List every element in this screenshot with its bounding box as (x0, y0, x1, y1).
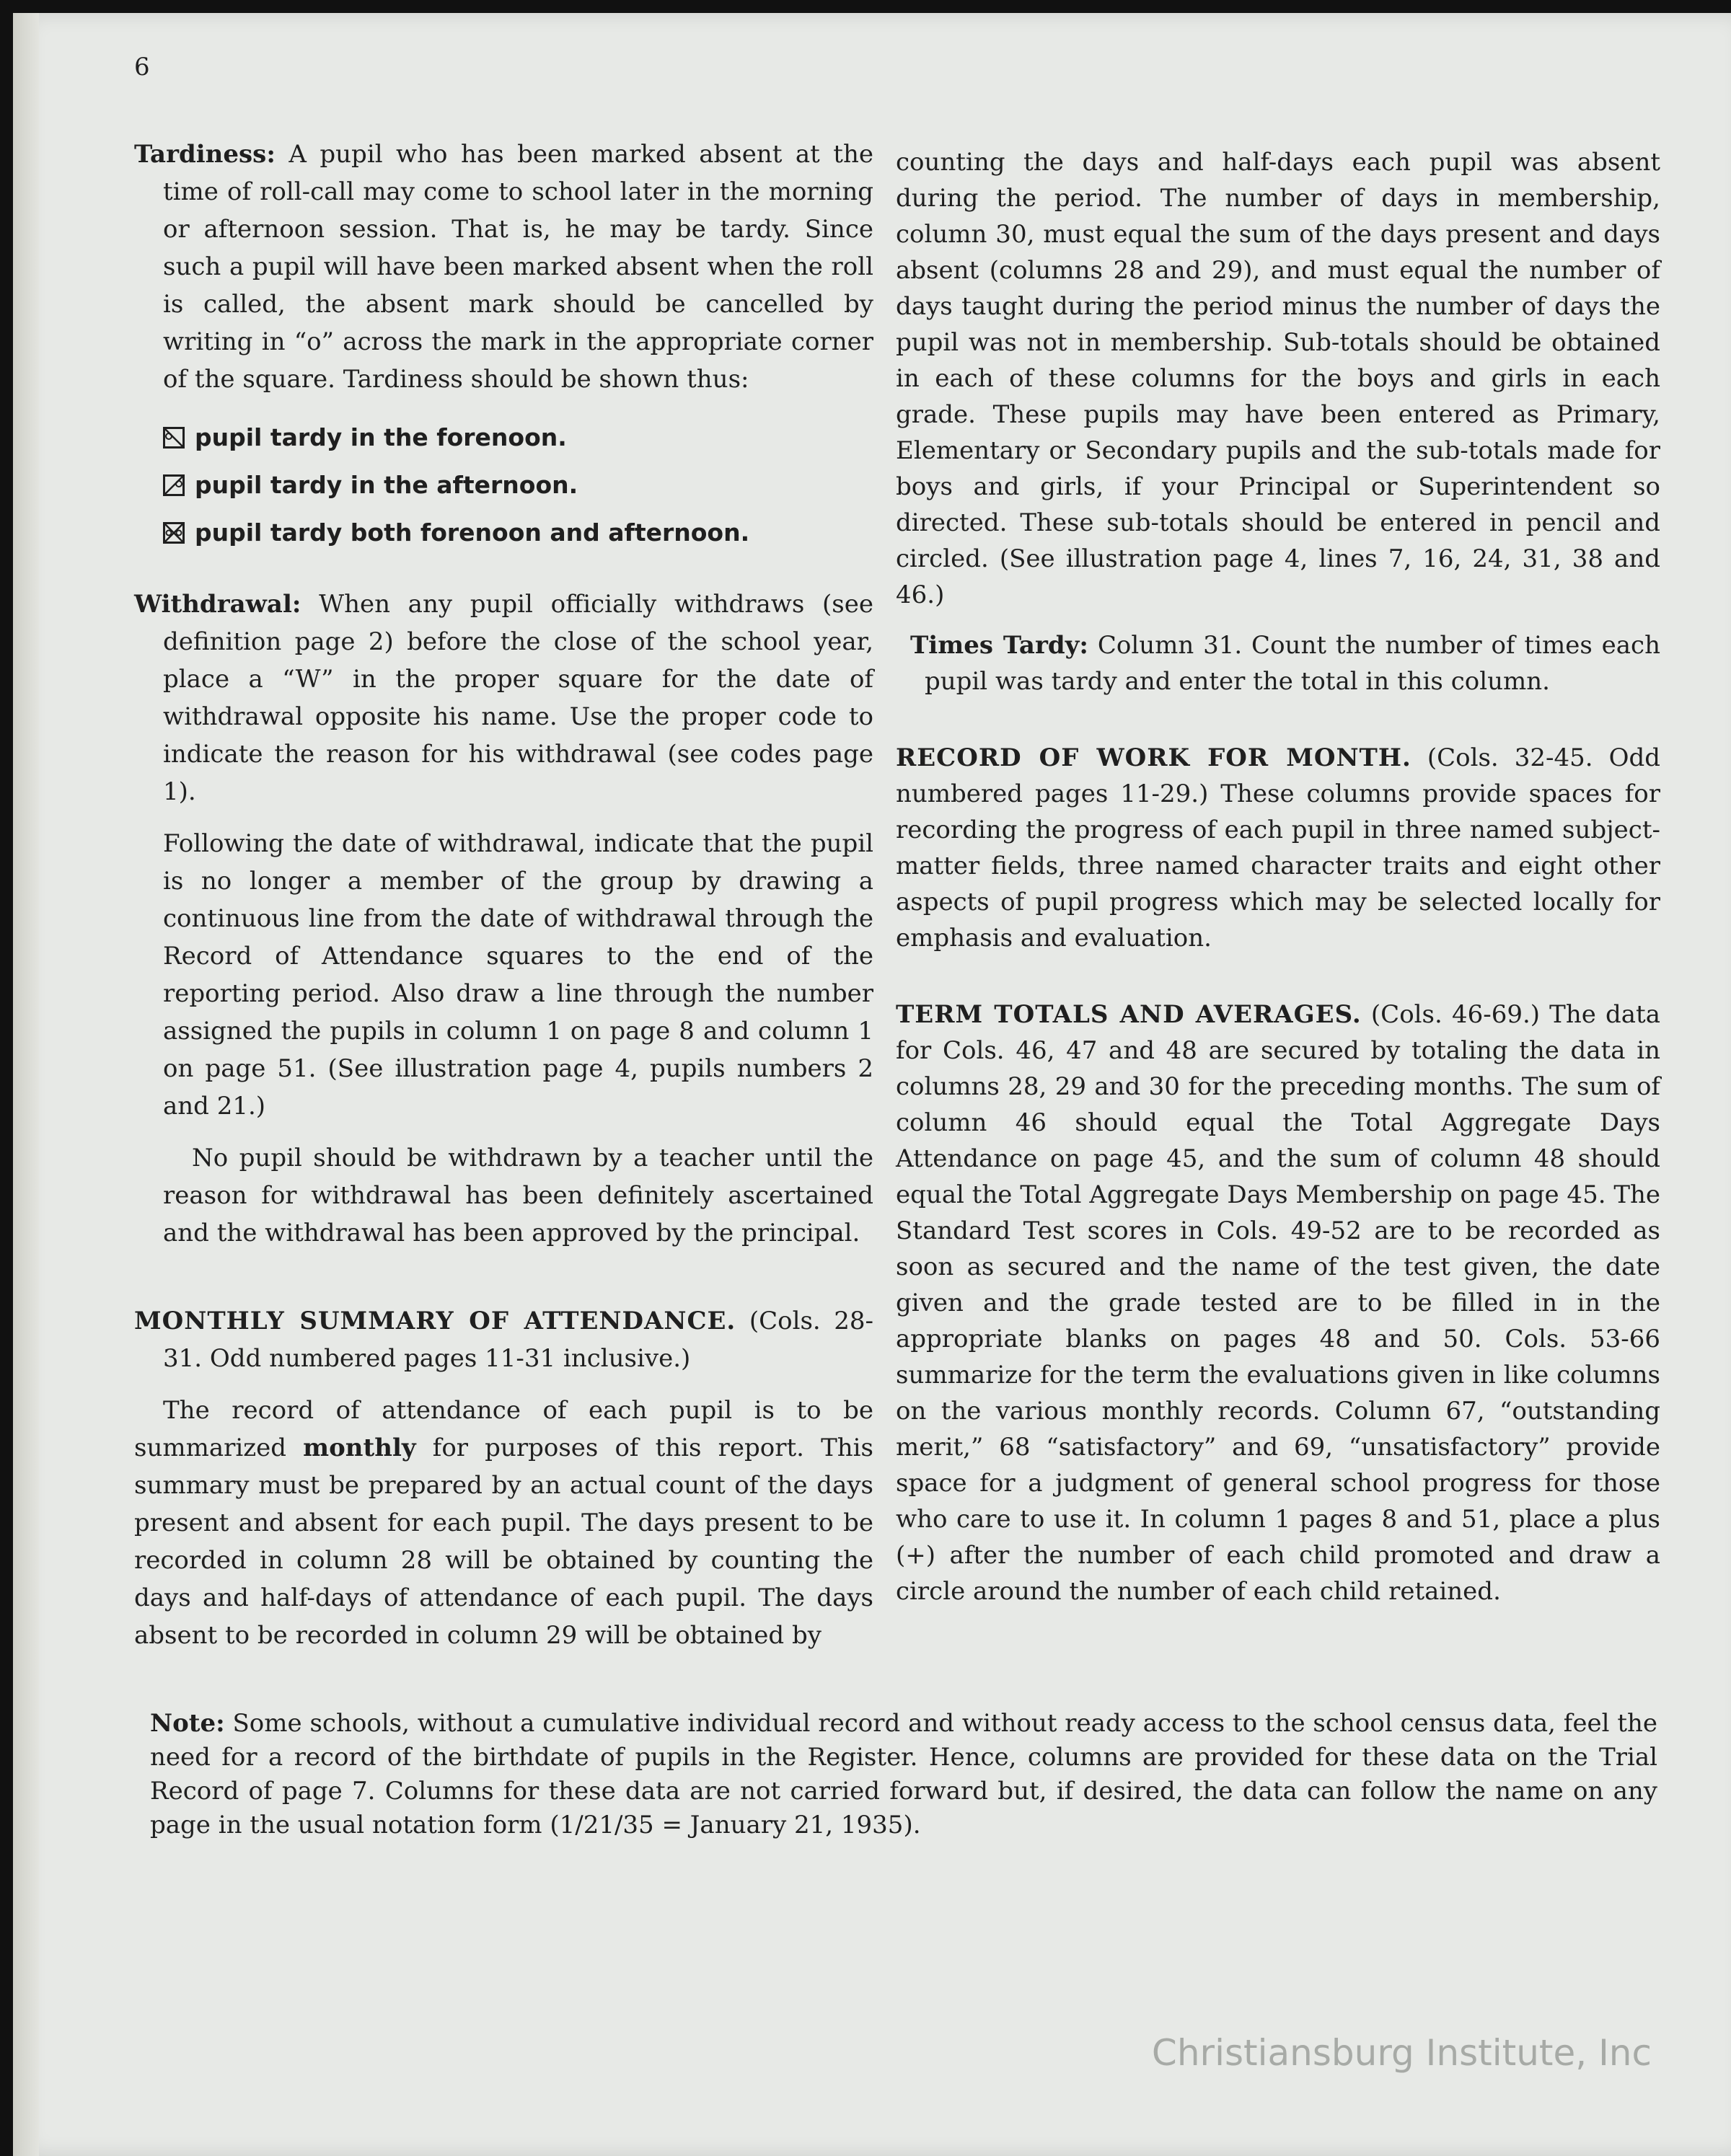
monthly-summary-text-a: The record of attendance of each pupil is to be summarized (134, 1396, 873, 1462)
withdrawal-paragraph (134, 586, 873, 810)
document-page (13, 13, 1731, 2156)
tardy-afternoon-item (163, 461, 873, 509)
term-totals-text: (Cols. 46-69.) The data for Cols. 46, 47 and 48 are secured by totaling the data in columns 28, 29 and 30 for the preceding months. The sum of column 46 should equal the Total Aggregate Days Attendance on page 45, and the sum of column 48 should equal the Total Aggregate Days Membership on page 45. The Standard Test scores in Cols. 49-52 are to be recorded as soon as secured and the name of the test given, the date given and the grade tested are to be filled in in the appropriate blanks on pages 48 and 50. Cols. 53-66 summarize for the term the evaluations given in like columns on the various monthly records. Column 67, “outstanding merit,” 68 “satisfactory” and 69, “unsatisfactory” provide space for a judgment of general school progress for those who care to use it. In column 1 pages 8 and 51, place a plus (+) after the number of each child promoted and draw a circle around the number of each child retained. (896, 1000, 1661, 1606)
monthly-summary-paragraph-2 (134, 1392, 873, 1654)
times-tardy-paragraph (896, 627, 1660, 699)
left-column (134, 136, 873, 1669)
withdrawal-text: When any pupil officially withdraws (see definition page 2) before the close of the school year, place a “W” in the proper square for the date of withdrawal opposite his name. Use the proper code to indicate the reason for his withdrawal (see codes page 1). (163, 590, 873, 806)
term-totals-heading: TERM TOTALS AND AVERAGES. (896, 1000, 1362, 1029)
times-tardy-text: Column 31. Count the number of times each pupil was tardy and enter the total in this column. (925, 631, 1660, 696)
tardiness-text: A pupil who has been marked absent at the time of roll-call may come to school later in the morning or afternoon session. That is, he may be tardy. Since such a pupil will have been marked absent when the roll is called, the absent mark should be cancelled by writing in “o” across the mark in the appropriate corner of the square. Tardiness should be shown thus: (163, 140, 873, 394)
note-heading: Note: (150, 1709, 225, 1738)
tardy-symbol-list (163, 414, 873, 557)
tardy-forenoon-item (163, 414, 873, 461)
monthly-summary-heading: MONTHLY SUMMARY OF ATTENDANCE. (134, 1307, 736, 1335)
record-of-work-paragraph (896, 740, 1660, 956)
tardy-both-item (163, 509, 873, 557)
withdrawal-paragraph-3: No pupil should be withdrawn by a teacher until the reason for withdrawal has been definitely ascertained and the withdrawal has been approved by the principal. (163, 1144, 873, 1247)
monthly-summary-text-b: for purposes of this report. This summary must be prepared by an actual count of the days present and absent for each pupil. The days present to be recorded in column 28 will be obtained by counting the days and half-days of attendance of each pupil. The days absent to be recorded in column 29 will be obtained by (134, 1433, 873, 1650)
right-column (896, 144, 1660, 1624)
note-paragraph (150, 1707, 1657, 1842)
term-totals-paragraph (896, 997, 1660, 1609)
tardy-forenoon-icon (163, 427, 185, 449)
monthly-summary-text: (Cols. 28-31. Odd numbered pages 11-31 inclusive.) (163, 1307, 873, 1373)
continued-paragraph: counting the days and half-days each pupil was absent during the period. The number of days in membership, column 30, must equal the sum of the days present and days absent (columns 28 and 29), and must equal the number of days taught during the period minus the number of days the pupil was not in membership. Sub-totals should be obtained in each of these columns for the boys and girls in each grade. These pupils may have been entered as Primary, Elementary or Secondary pupils and the sub-totals made for boys and girls, if your Principal or Superintendent so directed. These sub-totals should be entered in pencil and circled. (See illustration page 4, lines 7, 16, 24, 31, 38 and 46.) (896, 148, 1660, 609)
page-number: 6 (134, 53, 150, 81)
watermark-text: Christiansburg Institute, Inc (1151, 2032, 1652, 2074)
page-binding-edge (13, 13, 39, 2156)
monthly-summary-paragraph (134, 1302, 873, 1377)
times-tardy-heading: Times Tardy: (910, 631, 1088, 660)
tardy-both-label: pupil tardy both forenoon and afternoon. (195, 518, 750, 547)
tardy-both-icon (163, 522, 185, 544)
record-of-work-text: (Cols. 32-45. Odd numbered pages 11-29.) These columns provide spaces for recording the progress of each pupil in three named subject-matter fields, three named character traits and eight other aspects of pupil progress which may be selected locally for emphasis and evaluation. (896, 743, 1661, 953)
monthly-emphasis: monthly (303, 1433, 416, 1462)
note-text: Some schools, without a cumulative individual record and without ready access to the school census data, feel the need for a record of the birthdate of pupils in the Register. Hence, columns are provided for these data on the Trial Record of page 7. Columns for these data are not carried forward but, if desired, the data can follow the name on any page in the usual notation form (1/21/35 = January 21, 1935). (150, 1709, 1657, 1839)
tardy-forenoon-label: pupil tardy in the forenoon. (195, 423, 567, 451)
withdrawal-heading: Withdrawal: (134, 590, 301, 619)
tardy-afternoon-icon (163, 474, 185, 496)
tardy-afternoon-label: pupil tardy in the afternoon. (195, 471, 578, 499)
tardiness-paragraph (134, 136, 873, 398)
tardiness-heading: Tardiness: (134, 140, 276, 169)
withdrawal-paragraph-2: Following the date of withdrawal, indicate that the pupil is no longer a member of the group by drawing a continuous line from the date of withdrawal through the Record of Attendance squares to the end of the reporting period. Also draw a line through the number assigned the pupils in column 1 on page 8 and column 1 on page 51. (See illustration page 4, pupils numbers 2 and 21.) (163, 829, 873, 1121)
record-of-work-heading: RECORD OF WORK FOR MONTH. (896, 743, 1411, 772)
